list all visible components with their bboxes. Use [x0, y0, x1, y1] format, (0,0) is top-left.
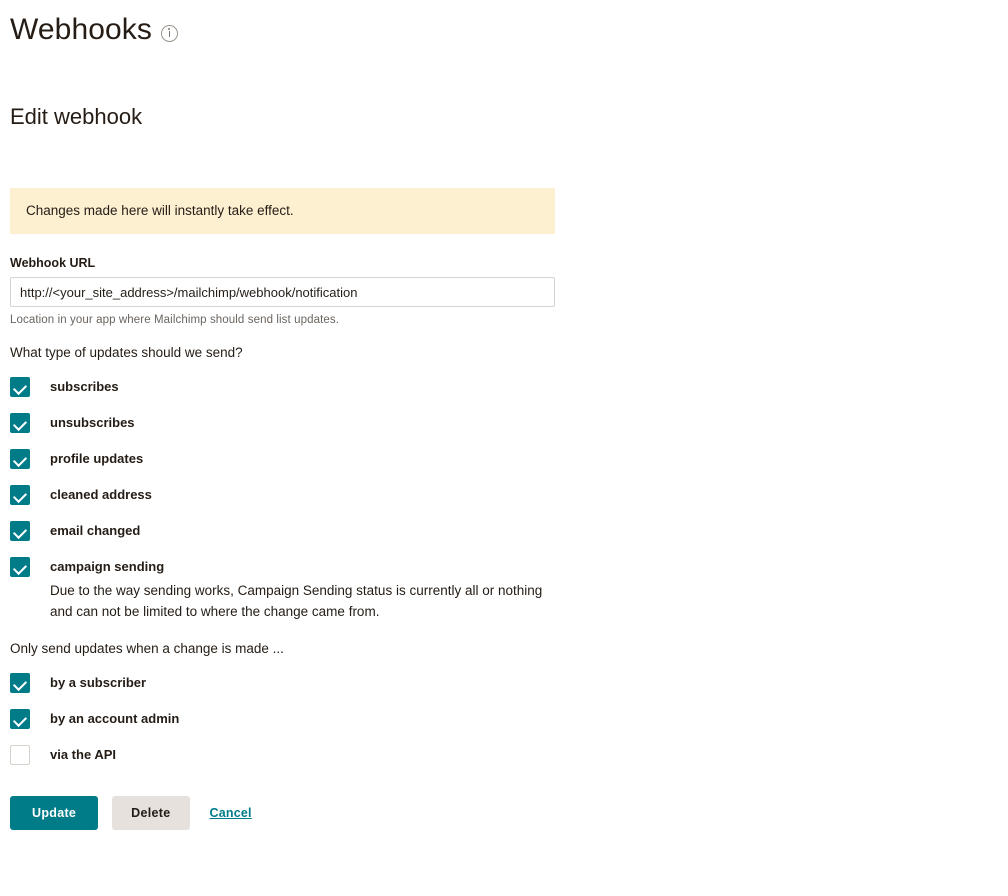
checkbox-label-campaign-sending: campaign sending — [50, 559, 165, 574]
page-header — [10, 10, 1008, 50]
checkbox-row-unsubscribes[interactable] — [10, 413, 1008, 433]
checkbox-row-by-a-subscriber[interactable] — [10, 673, 1008, 693]
checkbox-cleaned-address[interactable] — [10, 485, 30, 505]
page-title: Webhooks — [10, 13, 152, 46]
checkbox-label-by-a-subscriber: by a subscriber — [50, 675, 147, 690]
webhook-url-help: Location in your app where Mailchimp should send list updates. — [10, 314, 340, 326]
checkbox-label-profile-updates: profile updates — [50, 451, 144, 466]
checkbox-campaign-sending[interactable] — [10, 557, 30, 577]
checkbox-subscribes[interactable] — [10, 377, 30, 397]
checkbox-unsubscribes[interactable] — [10, 413, 30, 433]
update-sources-question: Only send updates when a change is made ... — [10, 641, 284, 656]
checkbox-row-profile-updates[interactable] — [10, 449, 1008, 469]
checkbox-email-changed[interactable] — [10, 521, 30, 541]
checkbox-label-unsubscribes: unsubscribes — [50, 415, 135, 430]
checkbox-label-via-the-api: via the API — [50, 747, 116, 762]
instant-effect-notice: Changes made here will instantly take effect. — [10, 188, 555, 234]
checkbox-row-campaign-sending[interactable] — [10, 557, 1008, 577]
form-actions — [10, 796, 1008, 830]
webhook-url-input[interactable] — [10, 277, 555, 307]
checkbox-label-by-an-account-admin: by an account admin — [50, 711, 180, 726]
campaign-sending-note: Due to the way sending works, Campaign Sending status is currently all or nothing and can not be limited to where the change came from. — [50, 583, 543, 619]
checkbox-row-via-the-api[interactable] — [10, 745, 1008, 765]
checkbox-row-subscribes[interactable] — [10, 377, 1008, 397]
update-button[interactable]: Update — [10, 796, 98, 830]
checkbox-via-the-api[interactable] — [10, 745, 30, 765]
checkbox-row-email-changed[interactable] — [10, 521, 1008, 541]
section-title: Edit webhook — [10, 104, 143, 129]
checkbox-row-cleaned-address[interactable] — [10, 485, 1008, 505]
checkbox-by-a-subscriber[interactable] — [10, 673, 30, 693]
checkbox-label-email-changed: email changed — [50, 523, 141, 538]
checkbox-label-subscribes: subscribes — [50, 379, 119, 394]
delete-button[interactable]: Delete — [112, 796, 189, 830]
cancel-link[interactable]: Cancel — [209, 806, 252, 820]
checkbox-profile-updates[interactable] — [10, 449, 30, 469]
info-icon[interactable] — [161, 25, 178, 42]
update-types-question: What type of updates should we send? — [10, 345, 243, 360]
webhook-url-label: Webhook URL — [10, 256, 96, 270]
checkbox-by-an-account-admin[interactable] — [10, 709, 30, 729]
checkbox-row-by-an-account-admin[interactable] — [10, 709, 1008, 729]
checkbox-label-cleaned-address: cleaned address — [50, 487, 152, 502]
